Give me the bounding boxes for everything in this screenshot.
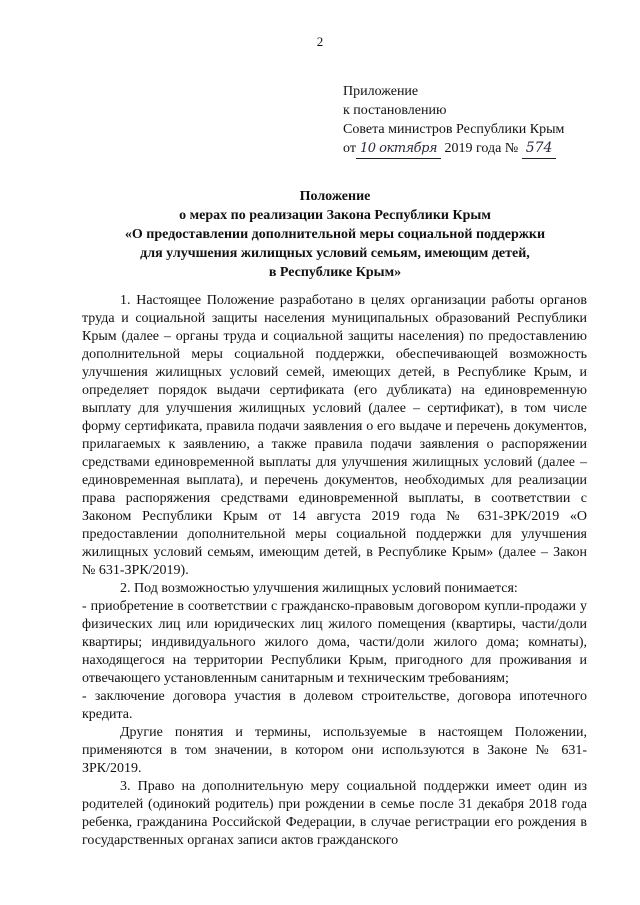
handwritten-number: 574 [522, 139, 557, 159]
paragraph-3: 3. Право на дополнительную меру социальной поддержки имеет один из родителей (одинокий родитель) при рождении в семье после 31 декабря 2018 года ребенка, гражданина Российской Федерации, в случае регистрации его рождения в государственных органах записи актов гражданского [82, 779, 587, 848]
appendix-council: Совета министров Республики Крым [343, 122, 565, 137]
date-prefix: от [343, 141, 356, 156]
document-body [82, 292, 587, 850]
title-line-1: Положение [299, 189, 371, 204]
title-line-2: о мерах по реализации Закона Республики Крым [179, 208, 491, 223]
page-number: 2 [316, 34, 324, 49]
paragraph-2-item-contract: - заключение договора участия в долевом строительстве, договора ипотечного кредита. [82, 689, 587, 722]
appendix-title: Приложение [343, 84, 419, 99]
date-suffix: 2019 года № [444, 141, 519, 156]
paragraph-2-item-purchase: - приобретение в соответствии с гражданско-правовым договором купли-продажи у физических лиц или юридических лиц жилого помещения (квартиры, части/доли квартиры; индивидуального жилого дома, части/доли жилого дома; комнаты), находящегося на территории Республики Крым, пригодного для проживания и отвечающего установленным санитарным и техническим требованиям; [82, 599, 587, 686]
document-title [70, 187, 600, 282]
appendix-to-resolution: к постановлению [343, 103, 447, 118]
handwritten-date: 10 октября [356, 139, 441, 159]
paragraph-2: 2. Под возможностью улучшения жилищных условий понимается: [120, 581, 518, 596]
title-line-4: для улучшения жилищных условий семьям, имеющим детей, [140, 246, 530, 261]
paragraph-2-terms: Другие понятия и термины, используемые в настоящем Положении, применяются в том значении, в котором они используются в Законе № 631-ЗРК/2019. [82, 725, 587, 776]
title-line-5: в Республике Крым» [268, 265, 402, 280]
appendix-block [343, 82, 564, 159]
appendix-date-line [343, 139, 564, 159]
title-line-3: «О предоставлении дополнительной меры социальной поддержки [124, 227, 546, 242]
paragraph-1: 1. Настоящее Положение разработано в целях организации работы органов труда и социальной защиты населения муниципальных образований Республики Крым (далее – органы труда и социальной защиты населения) по предоставлению дополнительной меры социальной поддержки, обеспечивающей возможность улучшения жилищных условий семей, имеющих детей, в Республике Крым, и определяет порядок выдачи сертификата (его дубликата) на единовременную выплату для улучшения жилищных условий (далее – сертификат), в том числе форму сертификата, правила подачи заявления о его выдаче и перечень документов, прилагаемых к заявлению, а также правила подачи заявления о распоряжении средствами единовременной выплаты для улучшения жилищных условий (далее – единовременная выплата), и перечень документов, необходимых для реализации права распоряжения средствами единовременной выплаты, в соответствии с Законом Республики Крым от 14 августа 2019 года № 631-ЗРК/2019 «О предоставлении дополнительной меры социальной поддержки для улучшения жилищных условий семьям, имеющим детей, в Республике Крым» (далее – Закон № 631-ЗРК/2019). [82, 293, 587, 578]
